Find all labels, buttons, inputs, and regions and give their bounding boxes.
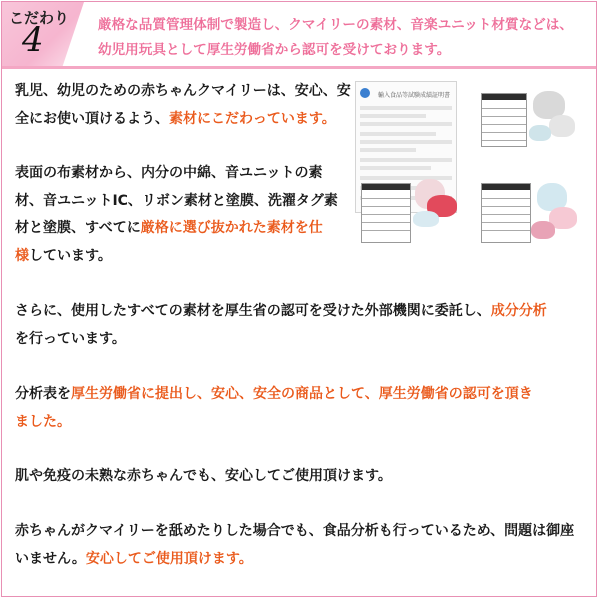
paragraph-4 [15,381,533,436]
paragraph-2 [15,160,338,270]
highlight-text: 安心してご使用頂けます。 [85,550,253,567]
highlight-text: 厚生労働省に提出し、安心、安全の商品として、厚生労働省の認可を頂き [71,386,533,402]
paragraph-line: 赤ちゃんがクマイリーを舐めたりした場合でも、食品分析も行っているため、問題は御座 [15,523,575,539]
analysis-table [481,93,527,147]
header-divider [2,66,596,69]
header-line-1: 厳格な品質管理体制で製造し、クマイリーの素材、音楽ユニット材質などは、 [98,17,573,33]
highlight-text: 素材にこだわっています。 [169,110,336,127]
certificate-title: 輸入食品等試験成績証明書 [378,92,451,99]
header-text [98,13,588,63]
badge-label: こだわり [9,9,70,27]
paragraph-line: 材と塗膜、すべてに厳格に選び抜かれた素材を仕 [15,220,323,236]
paragraph-line: 表面の布素材から、内分の中綿、音ユニットの素 [15,165,323,181]
content-frame [1,1,597,597]
paragraph-line: いません。安心してご使用頂けます。 [15,550,253,567]
toy-photo [529,125,551,141]
analysis-table [481,183,531,243]
paragraph-line: さらに、使用したすべての素材を厚生省の認可を受けた外部機関に委託し、成分分析 [15,303,547,319]
paragraph-line: 全にお使い頂けるよう、素材にこだわっています。 [15,110,336,127]
paragraph-line: 分析表を厚生労働省に提出し、安心、安全の商品として、厚生労働省の認可を頂き [15,386,533,402]
toy-photo [413,211,439,227]
analysis-table [361,183,411,243]
header-line-2: 幼児用玩具として厚生労働省から認可を受けております。 [98,42,451,58]
highlight-text: 成分分析 [490,303,547,319]
highlight-text: 厳格に選び抜かれた素材を仕 [140,220,323,236]
certificate-image [353,79,585,259]
paragraph-line: 様しています。 [15,247,112,264]
paragraph-line: 材、音ユニットIC、リボン素材と塗膜、洗濯タグ素 [15,192,338,209]
paragraph-line: 乳児、幼児のための赤ちゃんクマイリーは、安心、安 [15,83,351,99]
paragraph-5 [15,463,392,491]
paragraph-6 [15,518,574,573]
paragraph-line: 肌や免疫の未熟な赤ちゃんでも、安心してご使用頂けます。 [15,468,392,484]
highlight-text: 様 [15,247,29,264]
logo-icon [360,88,370,98]
highlight-text: ました。 [15,413,71,430]
paragraph-3 [15,298,547,353]
paragraph-1 [15,78,351,133]
toy-photo [549,115,575,137]
paragraph-line: を行っています。 [15,330,126,347]
toy-photo [531,221,555,239]
badge-number: 4 [22,20,44,60]
